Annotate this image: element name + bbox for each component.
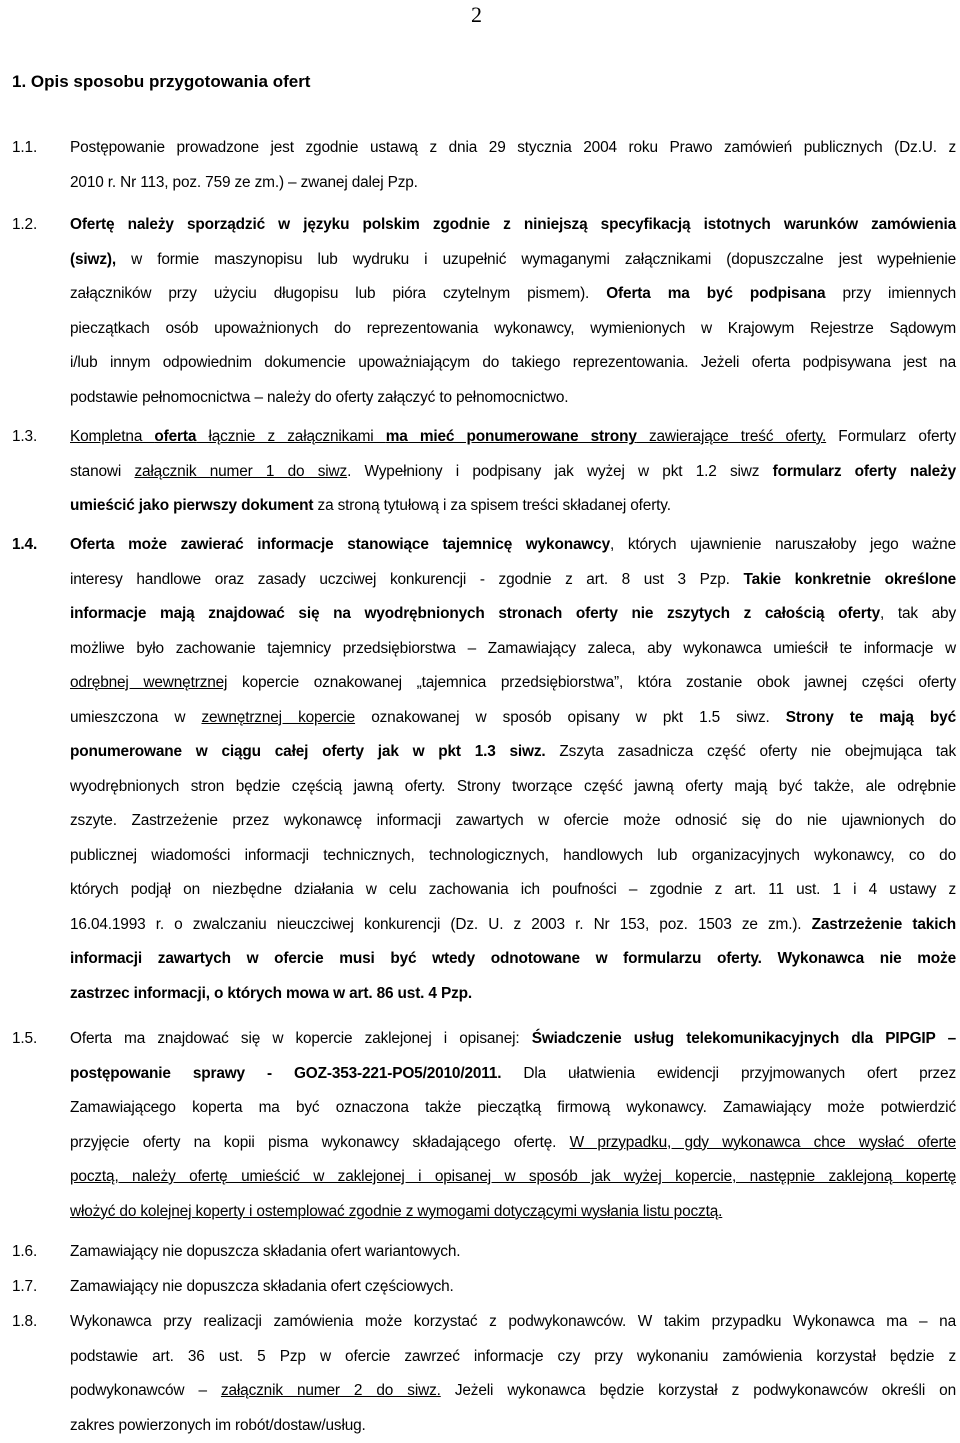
text-run: , których ujawnienie naruszałoby jego ważne — [610, 536, 956, 553]
text-line — [70, 597, 956, 632]
list-item — [0, 528, 960, 1011]
text-run: odrębnej wewnętrznej — [70, 674, 227, 691]
text-run: Świadczenie usług telekomunikacyjnych dla PIPGIP – — [532, 1030, 956, 1047]
text-run: Jeżeli wykonawca będzie korzystał z podwykonawców określi on — [441, 1382, 956, 1399]
text-run: których podjął on niezbędne działania w celu zachowania ich poufności – zgodnie z art. 11 ust. 1 i 4 ustawy z — [70, 881, 956, 898]
text-line — [70, 1340, 956, 1375]
text-run: łącznie z załącznikami — [196, 428, 385, 445]
text-run: zakres powierzonych im robót/dostaw/usług. — [70, 1417, 366, 1434]
text-line — [70, 528, 956, 563]
text-run: Zszyta zasadnicza część oferty nie obejmująca tak — [546, 743, 956, 760]
text-run: w formie maszynopisu lub wydruku i uzupełnić wymaganymi załącznikami (dopuszczalne jest wypełnienie — [116, 251, 956, 268]
text-run: zewnętrznej kopercie — [201, 709, 355, 726]
text-line — [70, 839, 956, 874]
section-title: 1. Opis sposobu przygotowania ofert — [12, 72, 310, 92]
text-line — [70, 942, 956, 977]
text-line — [70, 208, 956, 243]
list-item — [0, 1022, 960, 1229]
text-line — [70, 277, 956, 312]
item-number: 1.5. — [12, 1022, 68, 1057]
text-line — [70, 735, 956, 770]
text-line — [70, 381, 956, 416]
text-run: stanowi — [70, 463, 134, 480]
text-run: włożyć do kolejnej koperty i ostemplować zgodnie z wymogami dotyczącymi wysłania listu pocztą. — [70, 1203, 722, 1220]
text-run: zawierające treść oferty. — [637, 428, 826, 445]
text-line — [70, 312, 956, 347]
text-run: umieszczona w — [70, 709, 201, 726]
text-run: załącznik numer 2 do siwz. — [221, 1382, 441, 1399]
text-run: ponumerowane w ciągu całej oferty jak w pkt 1.3 siwz. — [70, 743, 546, 760]
text-run: przyjęcie oferty na kopii pisma wykonawcy składającego ofertę. — [70, 1134, 570, 1151]
text-run: . Wypełniony i podpisany jak wyżej w pkt 1.2 siwz — [347, 463, 773, 480]
text-run: Zamawiający nie dopuszcza składania ofert wariantowych. — [70, 1243, 460, 1260]
text-run: postępowanie sprawy - GOZ-353-221-PO5/2010/2011. — [70, 1065, 501, 1082]
text-line — [70, 1374, 956, 1409]
text-line — [70, 1409, 956, 1443]
text-line — [70, 873, 956, 908]
text-run: podwykonawców – — [70, 1382, 221, 1399]
text-run: Ofertę należy sporządzić w języku polskim zgodnie z niniejszą specyfikacją istotnych warunków zamówienia — [70, 216, 956, 233]
text-line — [70, 166, 956, 201]
text-run: , tak aby — [880, 605, 956, 622]
item-number: 1.8. — [12, 1305, 68, 1340]
item-number: 1.6. — [12, 1235, 68, 1270]
text-line — [70, 455, 956, 490]
text-run: Zamawiający nie dopuszcza składania ofert częściowych. — [70, 1278, 454, 1295]
text-run: 2010 r. Nr 113, poz. 759 ze zm.) – zwanej dalej Pzp. — [70, 174, 418, 191]
list-item — [0, 420, 960, 524]
item-number: 1.4. — [12, 528, 68, 563]
text-run: przy imiennych — [825, 285, 956, 302]
text-line — [70, 1305, 956, 1340]
item-number: 1.1. — [12, 131, 68, 166]
text-run: załącznik numer 1 do siwz — [134, 463, 347, 480]
text-line — [70, 1160, 956, 1195]
text-run: ma mieć ponumerowane strony — [386, 428, 637, 445]
list-item — [0, 1235, 960, 1270]
text-line — [70, 1270, 956, 1305]
text-line — [70, 908, 956, 943]
text-line — [70, 804, 956, 839]
text-run: Wykonawca przy realizacji zamówienia może korzystać z podwykonawców. W takim przypadku Wykonawca ma – na — [70, 1313, 956, 1330]
text-line — [70, 1022, 956, 1057]
text-run: i/lub innym odpowiednim dokumencie upoważniającym do takiego reprezentowania. Jeżeli oferta podpisywana jest na — [70, 354, 956, 371]
text-run: Oferta może zawierać informacje stanowiące tajemnicę wykonawcy — [70, 536, 610, 553]
text-run: Zastrzeżenie takich — [812, 916, 956, 933]
text-line — [70, 243, 956, 278]
text-line — [70, 1235, 956, 1270]
item-number: 1.7. — [12, 1270, 68, 1305]
text-line — [70, 1091, 956, 1126]
text-run: za stroną tytułową i za spisem treści składanej oferty. — [313, 497, 670, 514]
text-run: Strony te mają być — [786, 709, 956, 726]
text-run: możliwe było zachowanie tajemnicy przedsiębiorstwa – Zamawiający zaleca, aby wykonawca umieścił te informacje w — [70, 640, 956, 657]
text-run: Kompletna — [70, 428, 154, 445]
text-run: 16.04.1993 r. o zwalczaniu nieuczciwej konkurencji (Dz. U. z 2003 r. Nr 153, poz. 1503 ze zm.). — [70, 916, 812, 933]
text-run: interesy handlowe oraz zasady uczciwej konkurencji - zgodnie z art. 8 ust 3 Pzp. — [70, 571, 743, 588]
text-run: podstawie pełnomocnictwa – należy do oferty załączyć to pełnomocnictwo. — [70, 389, 568, 406]
text-run: oznakowanej w sposób opisany w pkt 1.5 siwz. — [355, 709, 786, 726]
text-line — [70, 131, 956, 166]
text-run: Zamawiającego koperta ma być oznaczona także pieczątką firmową wykonawcy. Zamawiający może potwierdzić — [70, 1099, 956, 1116]
text-line — [70, 977, 956, 1012]
text-run: zszyte. Zastrzeżenie przez wykonawcę informacji zawartych w ofercie może odnosić się do nie ujawnionych do — [70, 812, 956, 829]
text-run: zastrzec informacji, o których mowa w art. 86 ust. 4 Pzp. — [70, 985, 472, 1002]
text-line — [70, 666, 956, 701]
text-run: oferta — [154, 428, 196, 445]
list-item — [0, 1270, 960, 1305]
list-item — [0, 131, 960, 200]
page-number: 2 — [471, 2, 482, 28]
text-line — [70, 1126, 956, 1161]
text-run: Takie konkretnie określone — [743, 571, 956, 588]
text-run: informacje mają znajdować się na wyodrębnionych stronach oferty nie zszytych z całością oferty — [70, 605, 880, 622]
text-run: Postępowanie prowadzone jest zgodnie ustawą z dnia 29 stycznia 2004 roku Prawo zamówień publicznych (Dz.U. z — [70, 139, 956, 156]
text-run: (siwz), — [70, 251, 116, 268]
text-run: Oferta ma znajdować się w kopercie zaklejonej i opisanej: — [70, 1030, 532, 1047]
text-line — [70, 632, 956, 667]
text-run: pocztą, należy ofertę umieścić w zaklejonej i opisanej w sposób jak wyżej kopercie, następnie zaklejoną kopertę — [70, 1168, 956, 1185]
text-run: kopercie oznakowanej „tajemnica przedsiębiorstwa”, która zostanie obok jawnej części oferty — [227, 674, 956, 691]
item-number: 1.3. — [12, 420, 68, 455]
text-run: wyodrębnionych stron będzie częścią jawną oferty. Strony tworzące część jawną oferty mają być także, ale odrębnie — [70, 778, 956, 795]
text-line — [70, 701, 956, 736]
text-run: W przypadku, gdy wykonawca chce wysłać oferte — [570, 1134, 956, 1151]
list-item — [0, 1305, 960, 1443]
text-line — [70, 489, 956, 524]
text-run: informacji zawartych w ofercie musi być wtedy odnotowane w formularzu oferty. Wykonawca nie może — [70, 950, 956, 967]
text-line — [70, 420, 956, 455]
text-line — [70, 1057, 956, 1092]
text-run: umieścić jako pierwszy dokument — [70, 497, 313, 514]
text-line — [70, 1195, 956, 1230]
text-run: Oferta ma być podpisana — [606, 285, 825, 302]
text-run: załączników przy użyciu długopisu lub pióra czytelnym pismem). — [70, 285, 606, 302]
text-run: podstawie art. 36 ust. 5 Pzp w ofercie zawrzeć informacje czy przy wykonaniu zamówienia korzystał będzie z — [70, 1348, 956, 1365]
list-item — [0, 208, 960, 415]
text-run: Formularz oferty — [826, 428, 956, 445]
text-line — [70, 346, 956, 381]
text-line — [70, 770, 956, 805]
text-run: Dla ułatwienia ewidencji przyjmowanych ofert przez — [501, 1065, 956, 1082]
item-number: 1.2. — [12, 208, 68, 243]
text-run: formularz oferty należy — [773, 463, 956, 480]
text-line — [70, 563, 956, 598]
text-run: pieczątkach osób upoważnionych do reprezentowania wykonawcy, wymienionych w Krajowym Rejestrze Sądowym — [70, 320, 956, 337]
text-run: publicznej wiadomości informacji technicznych, technologicznych, handlowych lub organizacyjnych wykonawcy, co do — [70, 847, 956, 864]
